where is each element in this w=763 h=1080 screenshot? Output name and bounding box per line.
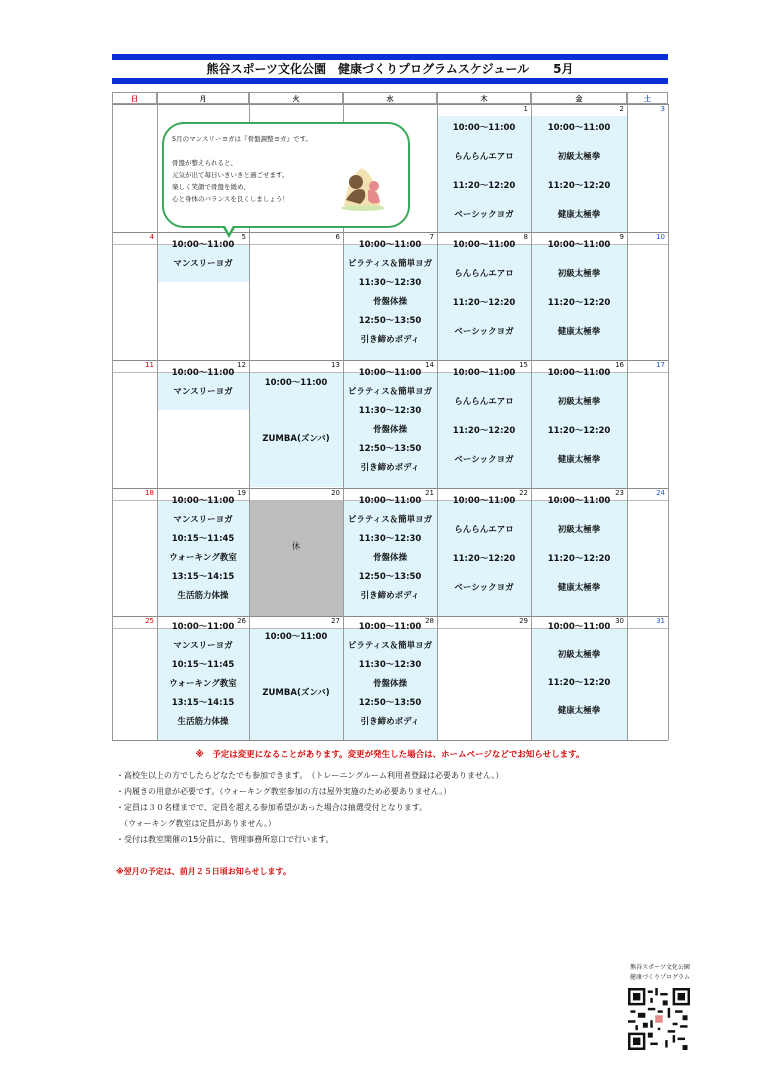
event-text: マンスリーヨガ xyxy=(173,387,233,397)
event-text: 10:00～11:00 xyxy=(547,368,611,378)
day-number: 1 xyxy=(523,105,528,113)
change-notice: ※ 予定は変更になることがあります。変更が発生した場合は、ホームページなどでお知らせします。 xyxy=(195,750,585,760)
event-text: 11:20～12:20 xyxy=(547,554,611,564)
note-3: ・定員は３０名様までで、定員を超える参加希望があった場合は抽選受付となります。 xyxy=(116,803,428,812)
event-text: 骨盤体操 xyxy=(372,679,407,689)
closed-cell xyxy=(250,500,343,616)
note-1: ・高校生以上の方でしたらどなたでも参加できます。 （トレーニングルーム利用者登録は必要ありません。） xyxy=(116,771,504,780)
event-text: 健康太極拳 xyxy=(557,210,601,220)
event-text: マンスリーヨガ xyxy=(173,259,233,269)
qr-label-1: 熊谷スポーツ文化公園 xyxy=(630,964,690,971)
event-text: 12:50～13:50 xyxy=(358,698,422,708)
event-text: 10:00～11:00 xyxy=(358,368,422,378)
day-number: 7 xyxy=(429,233,434,241)
event-text: 10:00～11:00 xyxy=(452,368,516,378)
event-text: 10:00～11:00 xyxy=(358,622,422,632)
weekday-thu: 木 xyxy=(437,92,531,104)
event-text: ピラティス＆簡単ヨガ xyxy=(347,641,433,651)
event-text: らんらんエアロ xyxy=(454,269,514,279)
event-text: 11:20～12:20 xyxy=(452,181,516,191)
day-number: 21 xyxy=(425,489,434,497)
day-number: 29 xyxy=(519,617,528,625)
event-text: 引き締めボディ xyxy=(360,335,420,345)
weekday-wed: 水 xyxy=(343,92,437,104)
event-text: 10:00～11:00 xyxy=(171,622,235,632)
day-number: 16 xyxy=(615,361,624,369)
event-text: 10:00～11:00 xyxy=(171,496,235,506)
note-5: ・受付は教室開催の15分前に、管理事務所窓口で行います。 xyxy=(116,835,334,844)
event-text: 10:00～11:00 xyxy=(171,240,235,250)
row-divider xyxy=(112,740,668,741)
event-text: 12:50～13:50 xyxy=(358,316,422,326)
event-text: ピラティス＆簡単ヨガ xyxy=(347,387,433,397)
day-number: 19 xyxy=(237,489,246,497)
day-number: 11 xyxy=(145,361,154,369)
day-number: 12 xyxy=(237,361,246,369)
event-text: ベーシックヨガ xyxy=(454,210,514,220)
event-text: 10:00～11:00 xyxy=(264,632,328,642)
day-number: 13 xyxy=(331,361,340,369)
event-text: 10:00～11:00 xyxy=(547,123,611,133)
next-month-notice: ※翌月の予定は、前月２５日頃お知らせします。 xyxy=(116,867,291,876)
column-divider xyxy=(112,104,113,740)
event-text: 初級太極拳 xyxy=(557,525,601,535)
event-text: 骨盤体操 xyxy=(372,425,407,435)
event-text: 10:15～11:45 xyxy=(171,660,235,670)
event-text: 引き締めボディ xyxy=(360,463,420,473)
day-number: 18 xyxy=(145,489,154,497)
yoga-illustration-icon xyxy=(334,156,392,212)
event-text: 骨盤体操 xyxy=(372,297,407,307)
day-number: 27 xyxy=(331,617,340,625)
event-text: ZUMBA(ズンバ) xyxy=(262,434,330,444)
event-text: らんらんエアロ xyxy=(454,152,514,162)
event-text: らんらんエアロ xyxy=(454,525,514,535)
day-number: 23 xyxy=(615,489,624,497)
bubble-line-3: 元気が出て毎日いきいきと過ごせます。 xyxy=(172,171,289,179)
event-text: 11:20～12:20 xyxy=(547,298,611,308)
event-text: らんらんエアロ xyxy=(454,397,514,407)
event-text: 11:20～12:20 xyxy=(547,181,611,191)
note-4: （ウォーキング教室は定員がありません。） xyxy=(116,819,276,828)
day-number: 31 xyxy=(656,617,665,625)
event-text: 10:00～11:00 xyxy=(452,496,516,506)
event-text: 健康太極拳 xyxy=(557,327,601,337)
event-text: 生活筋力体操 xyxy=(177,717,229,727)
day-number: 28 xyxy=(425,617,434,625)
column-divider xyxy=(627,104,628,740)
day-number: 15 xyxy=(519,361,528,369)
event-text: ZUMBA(ズンバ) xyxy=(262,688,330,698)
day-number: 17 xyxy=(656,361,665,369)
title-bar-bottom xyxy=(112,78,668,84)
event-text: 11:20～12:20 xyxy=(452,298,516,308)
bubble-line-2: 骨盤が整えられると、 xyxy=(172,159,237,167)
bubble-line-5: 心と身体のバランスを良くしましょう！ xyxy=(172,195,289,203)
event-text: 11:30～12:30 xyxy=(358,660,422,670)
day-number: 22 xyxy=(519,489,528,497)
event-text: 初級太極拳 xyxy=(557,397,601,407)
weekday-sun: 日 xyxy=(112,92,157,104)
day-number: 5 xyxy=(241,233,246,241)
event-text: 11:20～12:20 xyxy=(452,426,516,436)
event-text: 初級太極拳 xyxy=(557,650,601,660)
event-text: 10:00～11:00 xyxy=(358,496,422,506)
day-number: 6 xyxy=(335,233,340,241)
qr-code-icon[interactable] xyxy=(628,988,690,1050)
day-number: 4 xyxy=(149,233,154,241)
day-number: 25 xyxy=(145,617,154,625)
event-text: 引き締めボディ xyxy=(360,591,420,601)
day-number: 14 xyxy=(425,361,434,369)
event-text: 10:00～11:00 xyxy=(358,240,422,250)
event-text: 11:20～12:20 xyxy=(547,678,611,688)
bubble-line-4: 楽しく笑顔で骨盤を緩め、 xyxy=(172,183,250,191)
weekday-fri: 金 xyxy=(531,92,627,104)
event-text: 10:00～11:00 xyxy=(452,123,516,133)
event-text: 11:30～12:30 xyxy=(358,534,422,544)
event-text: 生活筋力体操 xyxy=(177,591,229,601)
day-number: 24 xyxy=(656,489,665,497)
event-text: 11:20～12:20 xyxy=(452,554,516,564)
event-text: 12:50～13:50 xyxy=(358,444,422,454)
event-text: 10:00～11:00 xyxy=(547,622,611,632)
event-text: 骨盤体操 xyxy=(372,553,407,563)
closed-label: 休 xyxy=(291,542,301,552)
event-text: 13:15～14:15 xyxy=(171,572,235,582)
event-text: ピラティス＆簡単ヨガ xyxy=(347,515,433,525)
event-text: 初級太極拳 xyxy=(557,269,601,279)
event-text: ピラティス＆簡単ヨガ xyxy=(347,259,433,269)
day-number: 20 xyxy=(331,489,340,497)
event-text: ベーシックヨガ xyxy=(454,583,514,593)
event-text: 11:30～12:30 xyxy=(358,406,422,416)
bubble-tail-inner xyxy=(224,224,234,233)
event-text: ベーシックヨガ xyxy=(454,455,514,465)
event-text: 健康太極拳 xyxy=(557,455,601,465)
event-text: マンスリーヨガ xyxy=(173,641,233,651)
weekday-tue: 火 xyxy=(249,92,343,104)
day-number: 10 xyxy=(656,233,665,241)
bubble-line-1: 5月のマンスリーヨガは『骨盤調整ヨガ』です。 xyxy=(172,135,312,143)
event-text: 11:30～12:30 xyxy=(358,278,422,288)
event-text: 10:00～11:00 xyxy=(452,240,516,250)
day-number: 8 xyxy=(523,233,528,241)
event-text: マンスリーヨガ xyxy=(173,515,233,525)
day-number: 9 xyxy=(619,233,624,241)
event-text: 13:15～14:15 xyxy=(171,698,235,708)
qr-label-2: 健康づくりプログラム xyxy=(630,974,690,981)
weekday-sat: 土 xyxy=(627,92,668,104)
event-text: 健康太極拳 xyxy=(557,706,601,716)
event-text: 初級太極拳 xyxy=(557,152,601,162)
day-number: 30 xyxy=(615,617,624,625)
event-text: 12:50～13:50 xyxy=(358,572,422,582)
event-text: 引き締めボディ xyxy=(360,717,420,727)
event-text: ウォーキング教室 xyxy=(169,553,237,563)
note-2: ・内履きの用意が必要です。（ウォーキング教室参加の方は屋外実施のため必要ありません。） xyxy=(116,787,452,796)
event-text: 10:00～11:00 xyxy=(547,240,611,250)
day-number: 2 xyxy=(619,105,624,113)
event-text: 11:20～12:20 xyxy=(547,426,611,436)
event-text: 10:00～11:00 xyxy=(171,368,235,378)
day-number: 26 xyxy=(237,617,246,625)
weekday-mon: 月 xyxy=(157,92,249,104)
event-text: 10:00～11:00 xyxy=(264,378,328,388)
event-text: 10:15～11:45 xyxy=(171,534,235,544)
column-divider xyxy=(668,104,669,740)
page-title: 熊谷スポーツ文化公園 健康づくりプログラムスケジュール 5月 xyxy=(206,62,574,76)
day-number: 3 xyxy=(660,105,665,113)
event-text: ベーシックヨガ xyxy=(454,327,514,337)
event-text: 健康太極拳 xyxy=(557,583,601,593)
event-text: ウォーキング教室 xyxy=(169,679,237,689)
event-text: 10:00～11:00 xyxy=(547,496,611,506)
